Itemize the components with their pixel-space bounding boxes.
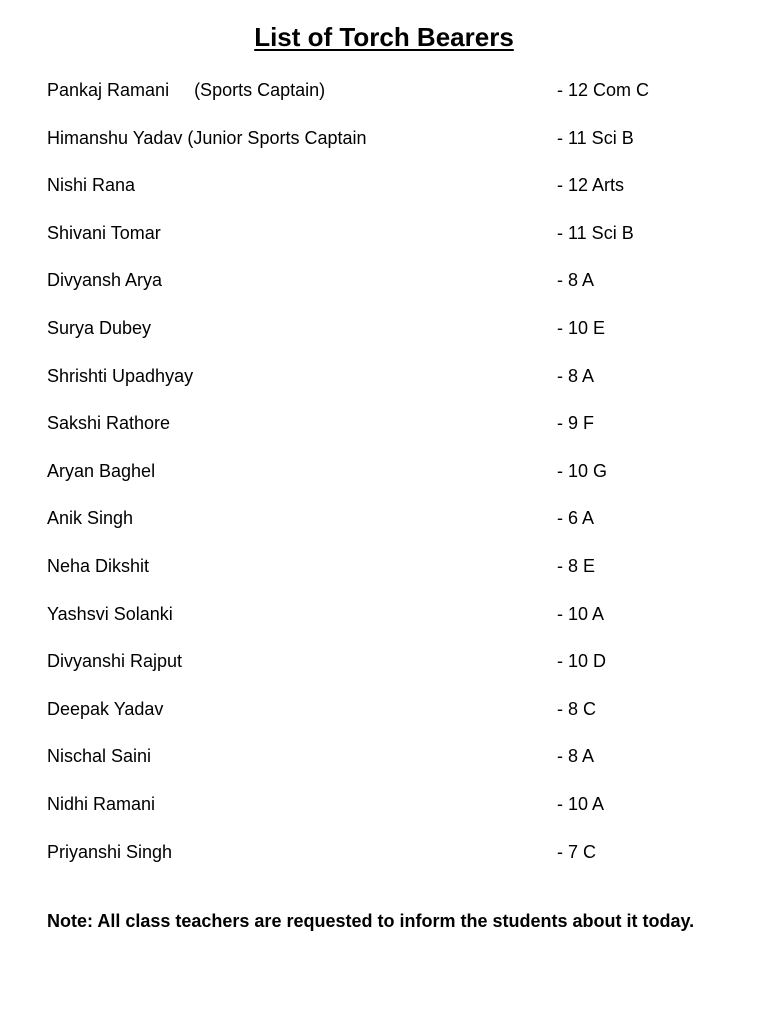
student-class: - 8 A — [557, 365, 595, 386]
student-class: - 8 A — [557, 270, 595, 291]
student-class: - 12 Arts — [557, 175, 625, 196]
student-name: Divyansh Arya — [47, 270, 163, 291]
page-title: List of Torch Bearers — [254, 22, 514, 52]
list-item — [47, 126, 727, 174]
student-class: - 7 C — [557, 841, 597, 862]
student-class: - 10 A — [557, 603, 605, 624]
list-item — [47, 744, 727, 792]
student-name: Divyanshi Rajput — [47, 651, 183, 672]
student-name: Aryan Baghel — [47, 460, 156, 481]
student-name: Anik Singh — [47, 508, 134, 529]
student-name: Shrishti Upadhyay — [47, 365, 194, 386]
student-name: Neha Dikshit — [47, 555, 150, 576]
student-class: - 11 Sci B — [557, 222, 634, 243]
student-class: - 9 F — [557, 413, 595, 434]
student-class: - 8 C — [557, 698, 597, 719]
student-name: Nishi Rana — [47, 175, 136, 196]
student-class: - 10 E — [557, 317, 606, 338]
list-item — [47, 268, 727, 316]
list-item — [47, 554, 727, 602]
student-name: Nischal Saini — [47, 746, 152, 767]
student-class: - 12 Com C — [557, 80, 650, 100]
student-name: Surya Dubey — [47, 317, 152, 338]
student-name: Yashsvi Solanki — [47, 603, 173, 624]
list-item — [47, 602, 727, 650]
list-item — [47, 840, 727, 888]
list-item — [47, 364, 727, 412]
student-name: Nidhi Ramani — [47, 793, 156, 814]
student-name: Priyanshi Singh — [47, 841, 173, 862]
list-item — [47, 78, 727, 126]
student-name: Himanshu Yadav (Junior Sports Captain — [47, 127, 367, 148]
list-item — [47, 649, 727, 697]
list-item — [47, 316, 727, 364]
student-name: Pankaj Ramani (Sports Captain) — [47, 80, 326, 100]
student-class: - 10 D — [557, 651, 607, 672]
list-item — [47, 221, 727, 269]
student-name: Sakshi Rathore — [47, 413, 171, 434]
list-item — [47, 411, 727, 459]
student-class: - 11 Sci B — [557, 127, 634, 148]
student-class: - 6 A — [557, 508, 595, 529]
list-item — [47, 173, 727, 221]
list-item — [47, 506, 727, 554]
student-class: - 8 E — [557, 555, 596, 576]
torch-bearers-list — [47, 78, 727, 887]
list-item — [47, 792, 727, 840]
note-text: Note: All class teachers are requested to inform the students about it today. — [47, 911, 695, 931]
list-item — [47, 697, 727, 745]
student-class: - 10 A — [557, 793, 605, 814]
student-class: - 10 G — [557, 460, 608, 481]
student-name: Deepak Yadav — [47, 698, 164, 719]
list-item — [47, 459, 727, 507]
student-class: - 8 A — [557, 746, 595, 767]
student-name: Shivani Tomar — [47, 222, 161, 243]
